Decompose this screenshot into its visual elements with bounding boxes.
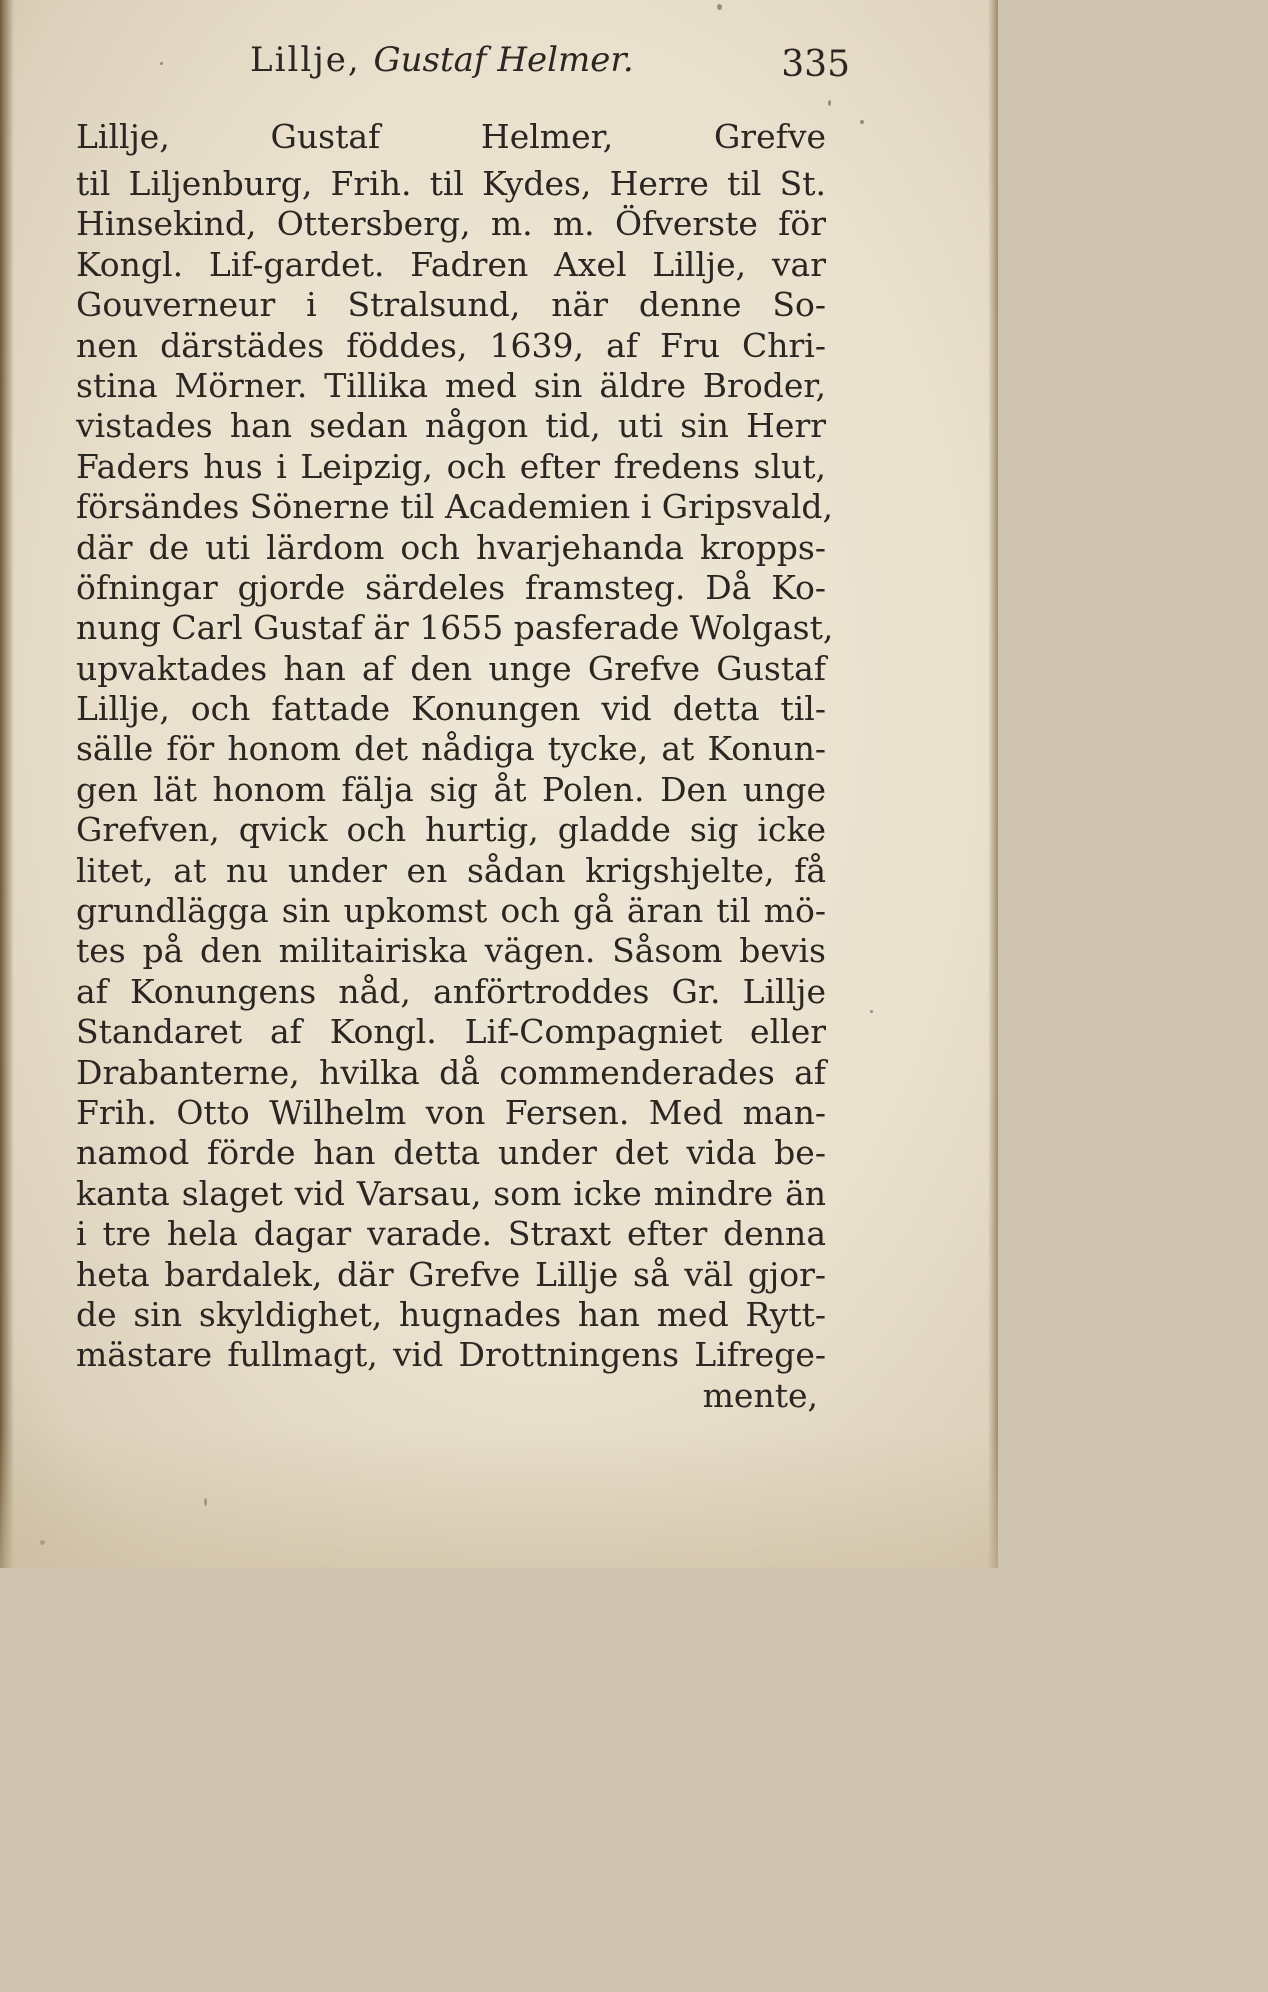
text-line: stina Mörner. Tillika med sin äldre Broder, <box>76 365 826 405</box>
page-right-edge <box>988 0 998 1568</box>
print-speck <box>160 62 163 65</box>
text-line: mästare fullmagt, vid Drottningens Lifrege- <box>76 1335 826 1375</box>
text-line: öfningar gjorde särdeles framsteg. Då Ko- <box>76 567 826 607</box>
text-line: til Liljenburg, Frih. til Kydes, Herre til St. <box>76 164 826 203</box>
print-speck <box>870 1010 873 1013</box>
text-line: försändes Sönerne til Academien i Gripsvald, <box>76 487 834 527</box>
text-line: af Konungens nåd, anförtroddes Gr. Lillje <box>76 971 826 1011</box>
text-line-catchword: mente, <box>702 1375 818 1415</box>
text-line: Lillje, och fattade Konungen vid detta til- <box>76 689 826 729</box>
text-line: där de uti lärdom och hvarjehanda kropps- <box>76 527 826 567</box>
entry-text <box>76 110 834 1416</box>
text-line: gen lät honom fälja sig åt Polen. Den unge <box>76 769 826 809</box>
print-speck <box>828 100 831 106</box>
text-line: de sin skyldighet, hugnades han med Rytt- <box>76 1294 826 1334</box>
text-line: Lillje, Gustaf Helmer, Grefve <box>76 117 826 156</box>
text-line: kanta slaget vid Varsau, som icke mindre än <box>76 1173 826 1213</box>
text-line: Grefven, qvick och hurtig, gladde sig icke <box>76 810 826 850</box>
running-head-given-names: Gustaf Helmer. <box>373 40 634 80</box>
text-line: Faders hus i Leipzig, och efter fredens slut, <box>76 446 826 486</box>
print-speck <box>860 120 864 124</box>
text-line: upvaktades han af den unge Grefve Gustaf <box>76 648 826 688</box>
print-speck <box>717 4 722 10</box>
page-number: 335 <box>781 44 850 85</box>
page-binding-edge <box>0 0 14 1568</box>
running-head <box>250 40 634 80</box>
text-line: grundlägga sin upkomst och gå äran til mö- <box>76 891 826 931</box>
text-line: sälle för honom det nådiga tycke, at Konun- <box>76 729 826 769</box>
page-bottom-shading <box>0 1428 998 1568</box>
text-line: heta bardalek, där Grefve Lillje så väl gjor- <box>76 1254 826 1294</box>
text-line: litet, at nu under en sådan krigshjelte, få <box>76 850 826 890</box>
text-line: Drabanterne, hvilka då commenderades af <box>76 1052 826 1092</box>
text-line: Hinsekind, Ottersberg, m. m. Öfverste för <box>76 204 826 244</box>
text-line: Frih. Otto Wilhelm von Fersen. Med man- <box>76 1092 826 1132</box>
text-line: vistades han sedan någon tid, uti sin Herr <box>76 406 826 446</box>
text-line: i tre hela dagar varade. Straxt efter denna <box>76 1214 826 1254</box>
page-header <box>250 40 850 96</box>
text-line: Gouverneur i Stralsund, när denne So- <box>76 285 826 325</box>
running-head-surname: Lillje, <box>250 40 361 80</box>
text-line: Kongl. Lif-gardet. Fadren Axel Lillje, var <box>76 244 826 284</box>
text-line: nen därstädes föddes, 1639, af Fru Chri- <box>76 325 826 365</box>
text-line: tes på den militairiska vägen. Såsom bevis <box>76 931 826 971</box>
text-line: Standaret af Kongl. Lif-Compagniet eller <box>76 1012 826 1052</box>
text-line: nung Carl Gustaf är 1655 pasferade Wolgast, <box>76 608 834 648</box>
text-line: namod förde han detta under det vida be- <box>76 1133 826 1173</box>
